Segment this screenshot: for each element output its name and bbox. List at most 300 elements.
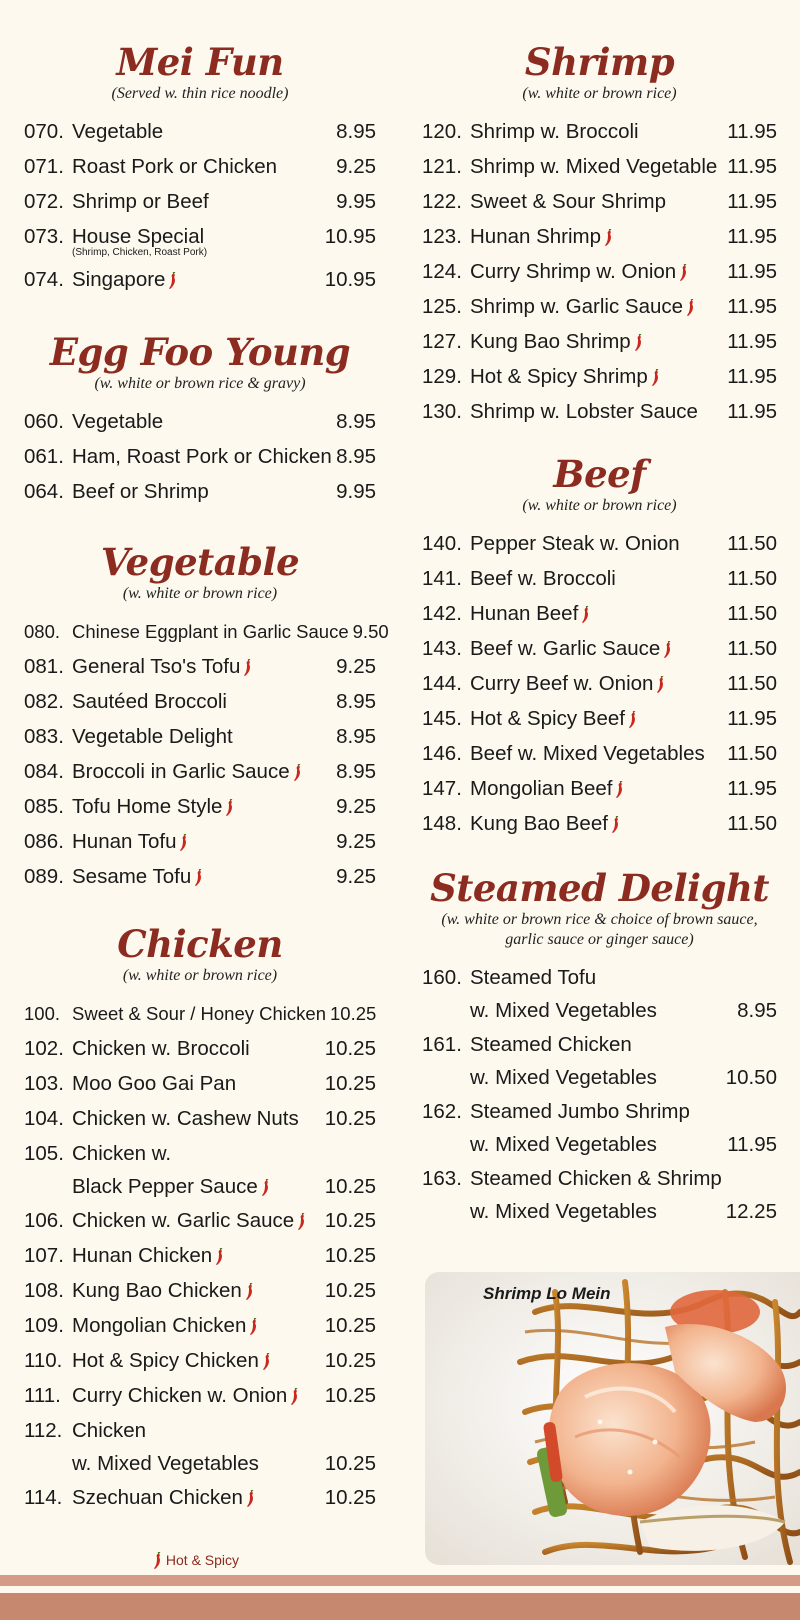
item-name — [72, 824, 332, 859]
item-name-text: Chicken w. Garlic Sauce — [72, 1209, 295, 1232]
item-name — [470, 666, 723, 701]
item-name — [72, 404, 332, 439]
item-name-text: Kung Bao Shrimp — [470, 330, 631, 353]
menu-item — [422, 526, 777, 561]
item-number: 107. — [24, 1244, 64, 1267]
section-subtitle: (w. white or brown rice) — [522, 85, 677, 102]
item-price: 9.25 — [336, 155, 376, 178]
item-name-text: Mongolian Beef — [470, 777, 613, 800]
item-name-text: Beef w. Mixed Vegetables — [470, 742, 705, 765]
item-number: 146. — [422, 742, 462, 765]
item-name-text: Hot & Spicy Beef — [470, 707, 625, 730]
item-name-text: Beef w. Garlic Sauce — [470, 637, 661, 660]
item-name — [72, 149, 332, 184]
item-price: 8.95 — [336, 690, 376, 713]
menu-item — [422, 324, 777, 359]
item-number: 070. — [24, 120, 64, 143]
item-number: 140. — [422, 532, 462, 555]
item-name — [470, 526, 723, 561]
item-name-text: Curry Beef w. Onion — [470, 672, 654, 695]
item-price: 8.95 — [737, 999, 777, 1022]
chili-pepper-icon — [662, 641, 672, 659]
chili-pepper-icon — [650, 369, 660, 387]
item-name — [72, 474, 332, 509]
item-name — [72, 1480, 321, 1515]
item-number: 072. — [24, 190, 64, 213]
menu-item — [24, 996, 376, 1031]
item-name-text: Chicken — [72, 1419, 147, 1442]
item-price: 10.95 — [324, 225, 376, 248]
item-name-text: General Tso's Tofu — [72, 655, 241, 678]
item-name — [72, 262, 321, 297]
shrimp-lo-mein-photo — [425, 1272, 800, 1565]
item-price: 11.50 — [727, 567, 777, 590]
item-number: 100. — [24, 1003, 61, 1024]
item-name — [470, 1161, 777, 1196]
item-number: 081. — [24, 655, 64, 678]
item-number: 103. — [24, 1072, 64, 1095]
menu-item — [24, 1066, 376, 1101]
item-name-text: Sautéed Broccoli — [72, 690, 227, 713]
item-name — [72, 754, 332, 789]
menu-section — [422, 866, 777, 1228]
item-number: 111. — [24, 1384, 61, 1407]
menu-item — [24, 684, 376, 719]
item-price: 11.95 — [727, 155, 777, 178]
item-number: 124. — [422, 260, 462, 283]
item-name-text: Vegetable Delight — [72, 725, 233, 748]
item-name-line2-text: w. Mixed Vegetables — [72, 1452, 259, 1475]
item-name-text: Shrimp w. Garlic Sauce — [470, 295, 684, 318]
item-price: 9.50 — [352, 621, 389, 642]
item-name-text: Broccoli in Garlic Sauce — [72, 760, 290, 783]
chili-pepper-icon — [214, 1248, 224, 1266]
item-number: 064. — [24, 480, 64, 503]
item-price: 10.25 — [324, 1175, 376, 1198]
item-price: 10.25 — [324, 1384, 376, 1407]
item-name-text: Shrimp w. Lobster Sauce — [470, 400, 698, 423]
item-price: 11.95 — [727, 260, 777, 283]
menu-item — [422, 254, 777, 289]
menu-item — [422, 1161, 777, 1196]
item-name-text: Steamed Chicken & Shrimp — [470, 1167, 722, 1190]
item-number: 102. — [24, 1037, 64, 1060]
item-number: 112. — [24, 1419, 63, 1442]
item-price: 9.25 — [336, 865, 376, 888]
menu-item — [422, 666, 777, 701]
item-number: 130. — [422, 400, 462, 423]
section-title: Mei Fun — [116, 40, 284, 84]
item-price: 10.25 — [324, 1349, 376, 1372]
item-name — [72, 1203, 321, 1238]
item-name — [470, 1094, 777, 1129]
item-name-text: Ham, Roast Pork or Chicken — [72, 445, 332, 468]
item-number: 089. — [24, 865, 64, 888]
hot-spicy-legend — [150, 1552, 239, 1570]
item-name — [470, 219, 723, 254]
menu-section — [422, 452, 777, 841]
menu-item — [24, 719, 376, 754]
item-price: 11.95 — [727, 295, 777, 318]
item-name — [470, 149, 723, 184]
item-price: 10.25 — [324, 1486, 376, 1509]
item-name — [72, 1101, 321, 1136]
item-name — [72, 1031, 321, 1066]
section-subtitle: (Served w. thin rice noodle) — [111, 85, 289, 102]
indent-spacer — [422, 1196, 470, 1228]
section-title: Vegetable — [100, 540, 300, 584]
menu-item — [24, 149, 376, 184]
item-number: 144. — [422, 672, 462, 695]
item-number: 141. — [422, 567, 462, 590]
item-price: 10.25 — [324, 1314, 376, 1337]
item-number: 073. — [24, 225, 64, 248]
item-name — [470, 289, 723, 324]
item-name-text: Hunan Shrimp — [470, 225, 602, 248]
item-price: 9.95 — [336, 480, 376, 503]
item-name — [470, 184, 723, 219]
section-title: Egg Foo Young — [49, 330, 351, 374]
menu-section — [24, 922, 376, 1515]
item-name — [470, 324, 723, 359]
item-name-text: Vegetable — [72, 120, 164, 143]
section-subtitle: (w. white or brown rice) — [522, 497, 677, 514]
item-name-text: Curry Chicken w. Onion — [72, 1384, 288, 1407]
menu-item — [24, 439, 376, 474]
item-name — [470, 1027, 777, 1062]
menu-item — [422, 149, 777, 184]
item-price: 11.50 — [727, 637, 777, 660]
item-name — [470, 394, 723, 429]
item-number: 060. — [24, 410, 64, 433]
item-name-line2 — [470, 1129, 727, 1161]
menu-item — [24, 649, 376, 684]
item-name-text: Chinese Eggplant in Garlic Sauce — [72, 621, 349, 642]
menu-item — [24, 474, 376, 509]
item-name — [72, 859, 332, 894]
indent-spacer — [422, 995, 470, 1027]
menu-item — [422, 596, 777, 631]
item-name-text: Kung Bao Beef — [470, 812, 608, 835]
item-price: 11.50 — [727, 602, 777, 625]
menu-item — [422, 631, 777, 666]
chili-pepper-icon — [678, 264, 688, 282]
item-name-line2 — [470, 1196, 726, 1228]
chili-pepper-icon — [224, 799, 234, 817]
menu-item — [422, 561, 777, 596]
item-price: 10.25 — [324, 1452, 376, 1475]
item-name — [470, 596, 723, 631]
menu-item — [422, 394, 777, 429]
item-name-text: Singapore — [72, 268, 166, 291]
chili-pepper-icon — [152, 1552, 162, 1570]
item-number: 074. — [24, 268, 64, 291]
item-number: 127. — [422, 330, 462, 353]
chili-pepper-icon — [610, 816, 620, 834]
item-name-text: Steamed Tofu — [470, 966, 597, 989]
menu-item-continued — [422, 1062, 777, 1094]
menu-item-continued — [422, 1129, 777, 1161]
menu-item — [24, 184, 376, 219]
section-title: Shrimp — [524, 40, 675, 84]
section-subtitle: (w. white or brown rice) — [122, 585, 278, 602]
item-name-line2-text: w. Mixed Vegetables — [470, 1200, 657, 1223]
item-name-text: Hunan Beef — [470, 602, 579, 625]
menu-item — [422, 736, 777, 771]
item-name-text: Steamed Chicken — [470, 1033, 632, 1056]
menu-item — [24, 114, 376, 149]
menu-item — [24, 1136, 376, 1171]
item-name — [72, 439, 332, 474]
menu-item — [422, 219, 777, 254]
item-name-text: Vegetable — [72, 410, 164, 433]
item-name-line2 — [470, 995, 737, 1027]
item-number: 114. — [24, 1486, 63, 1509]
item-name — [72, 1066, 321, 1101]
chili-pepper-icon — [655, 676, 665, 694]
menu-item — [24, 789, 376, 824]
item-name-text: Beef w. Broccoli — [470, 567, 616, 590]
item-name-text: Hot & Spicy Chicken — [72, 1349, 259, 1372]
item-name-text: Steamed Jumbo Shrimp — [470, 1100, 690, 1123]
menu-item — [24, 1343, 376, 1378]
section-title: Beef — [553, 452, 646, 496]
menu-item — [24, 824, 376, 859]
legend-label: Hot & Spicy — [165, 1552, 240, 1568]
item-name-line2-text: w. Mixed Vegetables — [470, 1133, 657, 1156]
item-price: 11.95 — [727, 120, 777, 143]
menu-item-continued — [422, 1196, 777, 1228]
item-number: 142. — [422, 602, 462, 625]
menu-item — [422, 806, 777, 841]
item-number: 071. — [24, 155, 64, 178]
menu-item — [422, 359, 777, 394]
item-name-text: Chicken w. Cashew Nuts — [72, 1107, 299, 1130]
item-name — [72, 719, 332, 754]
section-subtitle: (w. white or brown rice & choice of brown sauce, garlic sauce or ginger sauce) — [441, 911, 758, 948]
indent-spacer — [24, 1171, 72, 1203]
item-number: 104. — [24, 1107, 64, 1130]
item-number: 061. — [24, 445, 64, 468]
item-price: 11.50 — [727, 532, 777, 555]
item-name — [470, 561, 723, 596]
chili-pepper-icon — [167, 272, 177, 290]
item-name — [470, 359, 723, 394]
item-name — [470, 254, 723, 289]
item-price: 10.25 — [324, 1072, 376, 1095]
item-number: 148. — [422, 812, 462, 835]
item-name-text: Chicken w. Broccoli — [72, 1037, 250, 1060]
menu-item — [24, 1203, 376, 1238]
item-name — [470, 736, 723, 771]
item-price: 11.50 — [727, 742, 777, 765]
section-subtitle: (w. white or brown rice) — [122, 967, 278, 984]
item-price: 10.25 — [324, 1107, 376, 1130]
chili-pepper-icon — [627, 711, 637, 729]
item-number: 160. — [422, 966, 462, 989]
item-price: 10.25 — [324, 1279, 376, 1302]
item-price: 9.25 — [336, 795, 376, 818]
menu-section — [24, 540, 389, 894]
item-note: (Shrimp, Chicken, Roast Pork) — [72, 247, 208, 258]
menu-item — [24, 754, 376, 789]
item-name-text: Shrimp w. Mixed Vegetable — [470, 155, 718, 178]
chili-pepper-icon — [242, 659, 252, 677]
menu-item — [422, 771, 777, 806]
item-price: 9.95 — [336, 190, 376, 213]
item-name-text: Hunan Tofu — [72, 830, 177, 853]
menu-section — [24, 330, 376, 509]
item-price: 10.50 — [725, 1066, 777, 1089]
item-price: 11.95 — [727, 777, 777, 800]
item-name-text: Curry Shrimp w. Onion — [470, 260, 677, 283]
menu-item — [422, 114, 777, 149]
indent-spacer — [422, 1062, 470, 1094]
menu-item — [24, 1413, 376, 1448]
item-name-text: Hot & Spicy Shrimp — [470, 365, 648, 388]
item-number: 108. — [24, 1279, 64, 1302]
item-name-text: Sweet & Sour / Honey Chicken — [72, 1003, 326, 1024]
menu-item — [422, 184, 777, 219]
item-number: 162. — [422, 1100, 462, 1123]
item-name-text: Mongolian Chicken — [72, 1314, 247, 1337]
menu-item — [422, 289, 777, 324]
item-price: 11.95 — [727, 225, 777, 248]
item-number: 145. — [422, 707, 462, 730]
item-price: 8.95 — [336, 445, 376, 468]
item-number: 083. — [24, 725, 64, 748]
footer-band-dark — [0, 1593, 800, 1620]
menu-item — [24, 262, 376, 297]
chili-pepper-icon — [603, 229, 613, 247]
menu-item — [24, 614, 389, 649]
item-price: 10.25 — [324, 1209, 376, 1232]
menu-section — [24, 40, 376, 297]
item-number: 125. — [422, 295, 462, 318]
menu-item — [24, 1031, 376, 1066]
item-price: 9.25 — [336, 655, 376, 678]
item-name — [72, 649, 332, 684]
item-name — [470, 960, 777, 995]
chili-pepper-icon — [248, 1318, 258, 1336]
item-number: 120. — [422, 120, 462, 143]
item-name-line2 — [72, 1448, 325, 1480]
section-subtitle: (w. white or brown rice & gravy) — [94, 375, 306, 392]
item-price: 10.95 — [324, 268, 376, 291]
food-illustration — [425, 1272, 800, 1565]
item-name — [72, 996, 326, 1031]
item-number: 106. — [24, 1209, 64, 1232]
item-name — [72, 1413, 376, 1448]
chili-pepper-icon — [178, 834, 188, 852]
menu-item — [422, 1027, 777, 1062]
item-number: 110. — [24, 1349, 63, 1372]
item-number: 109. — [24, 1314, 64, 1337]
item-price: 11.50 — [727, 672, 777, 695]
item-name — [470, 806, 723, 841]
item-name-text: Sesame Tofu — [72, 865, 192, 888]
item-name — [72, 1308, 321, 1343]
item-price: 11.95 — [727, 190, 777, 213]
menu-item-continued — [422, 995, 777, 1027]
item-number: 080. — [24, 621, 61, 642]
item-number: 163. — [422, 1167, 462, 1190]
item-name — [72, 1343, 321, 1378]
item-name — [72, 184, 332, 219]
item-name — [470, 701, 723, 736]
menu-item — [24, 1273, 376, 1308]
item-name — [72, 789, 332, 824]
menu-item — [24, 404, 376, 439]
chili-pepper-icon — [685, 299, 695, 317]
chili-pepper-icon — [244, 1283, 254, 1301]
chili-pepper-icon — [260, 1179, 270, 1197]
item-price: 8.95 — [336, 760, 376, 783]
footer-band-light — [0, 1575, 800, 1586]
item-name-line2-text: w. Mixed Vegetables — [470, 1066, 657, 1089]
item-name — [72, 1378, 321, 1413]
item-price: 11.95 — [727, 400, 777, 423]
item-name-text: Hunan Chicken — [72, 1244, 213, 1267]
chili-pepper-icon — [614, 781, 624, 799]
item-price: 11.95 — [727, 330, 777, 353]
item-name-text: Shrimp or Beef — [72, 190, 209, 213]
item-name — [470, 114, 723, 149]
menu-item — [422, 1094, 777, 1129]
item-name-text: Tofu Home Style — [72, 795, 223, 818]
chili-pepper-icon — [296, 1213, 306, 1231]
item-price: 11.95 — [727, 365, 777, 388]
item-name-text: Shrimp w. Broccoli — [470, 120, 639, 143]
menu-item — [24, 1480, 376, 1515]
menu-item — [24, 1238, 376, 1273]
item-name — [72, 684, 332, 719]
item-name-text: Roast Pork or Chicken — [72, 155, 278, 178]
chili-pepper-icon — [292, 764, 302, 782]
item-name — [72, 1273, 321, 1308]
item-name-text: House Special — [72, 225, 205, 248]
item-price: 11.95 — [727, 707, 777, 730]
item-number: 105. — [24, 1142, 64, 1165]
item-name — [72, 114, 332, 149]
indent-spacer — [422, 1129, 470, 1161]
menu-item-continued — [24, 1448, 376, 1480]
menu-item — [24, 1308, 376, 1343]
item-name — [470, 771, 723, 806]
item-number: 161. — [422, 1033, 462, 1056]
menu-item-continued — [24, 1171, 376, 1203]
menu-item — [422, 960, 777, 995]
item-number: 122. — [422, 190, 462, 213]
item-name-text: Sweet & Sour Shrimp — [470, 190, 666, 213]
item-price: 11.95 — [727, 1133, 777, 1156]
item-number: 121. — [422, 155, 462, 178]
chili-pepper-icon — [245, 1490, 255, 1508]
chili-pepper-icon — [289, 1388, 299, 1406]
item-name-text: Kung Bao Chicken — [72, 1279, 242, 1302]
item-price: 8.95 — [336, 410, 376, 433]
item-price: 10.25 — [330, 1003, 377, 1024]
item-number: 123. — [422, 225, 462, 248]
item-name-text: Chicken w. — [72, 1142, 172, 1165]
chili-pepper-icon — [193, 869, 203, 887]
photo-caption: Shrimp Lo Mein — [483, 1284, 611, 1303]
item-price: 9.25 — [336, 830, 376, 853]
item-number: 143. — [422, 637, 462, 660]
item-name-line2-text: Black Pepper Sauce — [72, 1175, 258, 1198]
item-price: 11.50 — [727, 812, 777, 835]
section-title: Chicken — [117, 922, 283, 966]
